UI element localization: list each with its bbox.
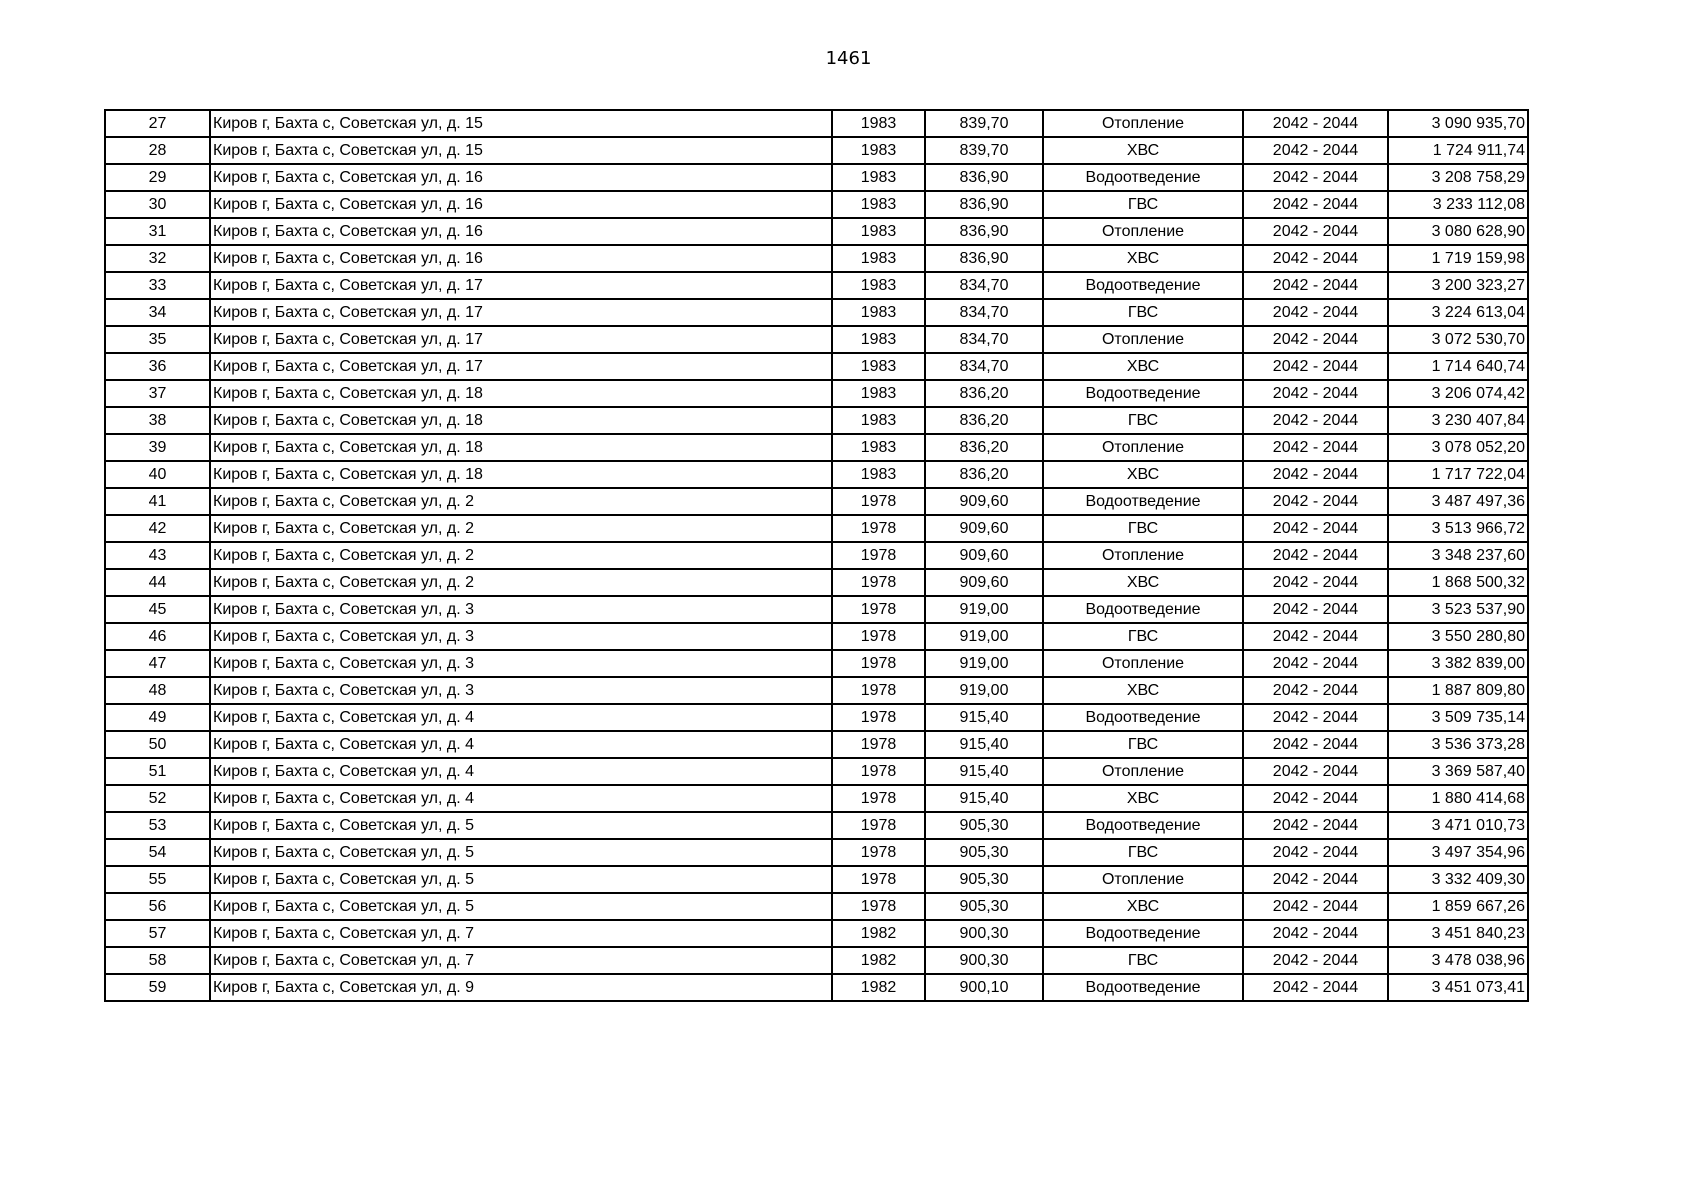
period-cell: 2042 - 2044 <box>1243 650 1388 677</box>
row-number-cell: 47 <box>105 650 210 677</box>
address-cell: Киров г, Бахта с, Советская ул, д. 15 <box>210 110 832 137</box>
address-cell: Киров г, Бахта с, Советская ул, д. 5 <box>210 839 832 866</box>
service-cell: Водоотведение <box>1043 812 1243 839</box>
period-cell: 2042 - 2044 <box>1243 839 1388 866</box>
cost-cell: 1 887 809,80 <box>1388 677 1528 704</box>
table-row <box>105 326 1528 353</box>
table-row <box>105 245 1528 272</box>
year-cell: 1983 <box>832 380 925 407</box>
table-row <box>105 758 1528 785</box>
address-cell: Киров г, Бахта с, Советская ул, д. 17 <box>210 272 832 299</box>
area-cell: 836,20 <box>925 461 1043 488</box>
period-cell: 2042 - 2044 <box>1243 353 1388 380</box>
address-cell: Киров г, Бахта с, Советская ул, д. 18 <box>210 380 832 407</box>
service-cell: Водоотведение <box>1043 974 1243 1001</box>
table-row <box>105 461 1528 488</box>
area-cell: 900,10 <box>925 974 1043 1001</box>
cost-cell: 1 868 500,32 <box>1388 569 1528 596</box>
table-row <box>105 542 1528 569</box>
table-row <box>105 677 1528 704</box>
cost-cell: 1 859 667,26 <box>1388 893 1528 920</box>
service-cell: Отопление <box>1043 218 1243 245</box>
row-number-cell: 31 <box>105 218 210 245</box>
table-row <box>105 110 1528 137</box>
area-cell: 834,70 <box>925 299 1043 326</box>
service-cell: ГВС <box>1043 623 1243 650</box>
cost-cell: 3 078 052,20 <box>1388 434 1528 461</box>
period-cell: 2042 - 2044 <box>1243 731 1388 758</box>
period-cell: 2042 - 2044 <box>1243 380 1388 407</box>
period-cell: 2042 - 2044 <box>1243 245 1388 272</box>
area-cell: 834,70 <box>925 326 1043 353</box>
table-row <box>105 893 1528 920</box>
service-cell: Водоотведение <box>1043 164 1243 191</box>
cost-cell: 3 369 587,40 <box>1388 758 1528 785</box>
table-row <box>105 137 1528 164</box>
row-number-cell: 38 <box>105 407 210 434</box>
cost-cell: 3 348 237,60 <box>1388 542 1528 569</box>
cost-cell: 3 523 537,90 <box>1388 596 1528 623</box>
year-cell: 1978 <box>832 542 925 569</box>
year-cell: 1983 <box>832 326 925 353</box>
row-number-cell: 42 <box>105 515 210 542</box>
table-row <box>105 947 1528 974</box>
area-cell: 834,70 <box>925 272 1043 299</box>
table-row <box>105 839 1528 866</box>
year-cell: 1983 <box>832 164 925 191</box>
cost-cell: 3 478 038,96 <box>1388 947 1528 974</box>
area-cell: 915,40 <box>925 785 1043 812</box>
area-cell: 915,40 <box>925 731 1043 758</box>
address-cell: Киров г, Бахта с, Советская ул, д. 5 <box>210 893 832 920</box>
year-cell: 1978 <box>832 839 925 866</box>
service-cell: ГВС <box>1043 191 1243 218</box>
year-cell: 1983 <box>832 434 925 461</box>
table-row <box>105 488 1528 515</box>
buildings-table <box>104 109 1529 1002</box>
row-number-cell: 40 <box>105 461 210 488</box>
cost-cell: 3 233 112,08 <box>1388 191 1528 218</box>
row-number-cell: 37 <box>105 380 210 407</box>
address-cell: Киров г, Бахта с, Советская ул, д. 15 <box>210 137 832 164</box>
year-cell: 1982 <box>832 947 925 974</box>
address-cell: Киров г, Бахта с, Советская ул, д. 3 <box>210 596 832 623</box>
address-cell: Киров г, Бахта с, Советская ул, д. 2 <box>210 569 832 596</box>
service-cell: ХВС <box>1043 893 1243 920</box>
period-cell: 2042 - 2044 <box>1243 947 1388 974</box>
row-number-cell: 57 <box>105 920 210 947</box>
area-cell: 909,60 <box>925 488 1043 515</box>
area-cell: 900,30 <box>925 920 1043 947</box>
year-cell: 1978 <box>832 758 925 785</box>
area-cell: 919,00 <box>925 596 1043 623</box>
area-cell: 836,20 <box>925 407 1043 434</box>
address-cell: Киров г, Бахта с, Советская ул, д. 4 <box>210 704 832 731</box>
period-cell: 2042 - 2044 <box>1243 461 1388 488</box>
row-number-cell: 54 <box>105 839 210 866</box>
year-cell: 1978 <box>832 785 925 812</box>
period-cell: 2042 - 2044 <box>1243 299 1388 326</box>
year-cell: 1983 <box>832 137 925 164</box>
period-cell: 2042 - 2044 <box>1243 488 1388 515</box>
table-row <box>105 407 1528 434</box>
cost-cell: 3 471 010,73 <box>1388 812 1528 839</box>
address-cell: Киров г, Бахта с, Советская ул, д. 3 <box>210 623 832 650</box>
cost-cell: 3 536 373,28 <box>1388 731 1528 758</box>
table-row <box>105 812 1528 839</box>
row-number-cell: 28 <box>105 137 210 164</box>
cost-cell: 3 206 074,42 <box>1388 380 1528 407</box>
period-cell: 2042 - 2044 <box>1243 218 1388 245</box>
address-cell: Киров г, Бахта с, Советская ул, д. 16 <box>210 191 832 218</box>
service-cell: ХВС <box>1043 677 1243 704</box>
table-row <box>105 272 1528 299</box>
table-row <box>105 515 1528 542</box>
period-cell: 2042 - 2044 <box>1243 596 1388 623</box>
table-row <box>105 299 1528 326</box>
area-cell: 905,30 <box>925 866 1043 893</box>
area-cell: 905,30 <box>925 839 1043 866</box>
address-cell: Киров г, Бахта с, Советская ул, д. 16 <box>210 164 832 191</box>
area-cell: 909,60 <box>925 569 1043 596</box>
period-cell: 2042 - 2044 <box>1243 812 1388 839</box>
row-number-cell: 59 <box>105 974 210 1001</box>
period-cell: 2042 - 2044 <box>1243 866 1388 893</box>
row-number-cell: 46 <box>105 623 210 650</box>
cost-cell: 1 719 159,98 <box>1388 245 1528 272</box>
area-cell: 915,40 <box>925 704 1043 731</box>
service-cell: Водоотведение <box>1043 704 1243 731</box>
period-cell: 2042 - 2044 <box>1243 191 1388 218</box>
area-cell: 919,00 <box>925 623 1043 650</box>
service-cell: Отопление <box>1043 110 1243 137</box>
service-cell: ХВС <box>1043 245 1243 272</box>
year-cell: 1978 <box>832 704 925 731</box>
service-cell: Отопление <box>1043 434 1243 461</box>
period-cell: 2042 - 2044 <box>1243 974 1388 1001</box>
address-cell: Киров г, Бахта с, Советская ул, д. 18 <box>210 461 832 488</box>
year-cell: 1978 <box>832 623 925 650</box>
table-row <box>105 191 1528 218</box>
table-row <box>105 434 1528 461</box>
service-cell: Водоотведение <box>1043 380 1243 407</box>
table-row <box>105 650 1528 677</box>
year-cell: 1978 <box>832 812 925 839</box>
year-cell: 1978 <box>832 893 925 920</box>
area-cell: 836,90 <box>925 164 1043 191</box>
table-row <box>105 353 1528 380</box>
service-cell: ГВС <box>1043 731 1243 758</box>
page-number: 1461 <box>825 48 872 69</box>
row-number-cell: 52 <box>105 785 210 812</box>
row-number-cell: 55 <box>105 866 210 893</box>
cost-cell: 3 487 497,36 <box>1388 488 1528 515</box>
row-number-cell: 43 <box>105 542 210 569</box>
area-cell: 905,30 <box>925 812 1043 839</box>
table-row <box>105 866 1528 893</box>
service-cell: ГВС <box>1043 839 1243 866</box>
year-cell: 1982 <box>832 920 925 947</box>
year-cell: 1983 <box>832 272 925 299</box>
address-cell: Киров г, Бахта с, Советская ул, д. 2 <box>210 488 832 515</box>
year-cell: 1983 <box>832 191 925 218</box>
period-cell: 2042 - 2044 <box>1243 434 1388 461</box>
address-cell: Киров г, Бахта с, Советская ул, д. 18 <box>210 434 832 461</box>
service-cell: Водоотведение <box>1043 272 1243 299</box>
year-cell: 1983 <box>832 110 925 137</box>
address-cell: Киров г, Бахта с, Советская ул, д. 2 <box>210 542 832 569</box>
table-row <box>105 704 1528 731</box>
period-cell: 2042 - 2044 <box>1243 110 1388 137</box>
service-cell: Отопление <box>1043 866 1243 893</box>
service-cell: Водоотведение <box>1043 488 1243 515</box>
cost-cell: 3 509 735,14 <box>1388 704 1528 731</box>
year-cell: 1978 <box>832 488 925 515</box>
cost-cell: 3 382 839,00 <box>1388 650 1528 677</box>
address-cell: Киров г, Бахта с, Советская ул, д. 2 <box>210 515 832 542</box>
year-cell: 1978 <box>832 866 925 893</box>
address-cell: Киров г, Бахта с, Советская ул, д. 17 <box>210 299 832 326</box>
area-cell: 836,90 <box>925 191 1043 218</box>
period-cell: 2042 - 2044 <box>1243 785 1388 812</box>
period-cell: 2042 - 2044 <box>1243 326 1388 353</box>
cost-cell: 3 230 407,84 <box>1388 407 1528 434</box>
row-number-cell: 58 <box>105 947 210 974</box>
period-cell: 2042 - 2044 <box>1243 623 1388 650</box>
cost-cell: 3 072 530,70 <box>1388 326 1528 353</box>
area-cell: 834,70 <box>925 353 1043 380</box>
cost-cell: 3 080 628,90 <box>1388 218 1528 245</box>
area-cell: 900,30 <box>925 947 1043 974</box>
area-cell: 905,30 <box>925 893 1043 920</box>
period-cell: 2042 - 2044 <box>1243 893 1388 920</box>
table-row <box>105 596 1528 623</box>
address-cell: Киров г, Бахта с, Советская ул, д. 9 <box>210 974 832 1001</box>
year-cell: 1978 <box>832 596 925 623</box>
table-row <box>105 164 1528 191</box>
year-cell: 1983 <box>832 245 925 272</box>
cost-cell: 1 880 414,68 <box>1388 785 1528 812</box>
period-cell: 2042 - 2044 <box>1243 569 1388 596</box>
area-cell: 909,60 <box>925 542 1043 569</box>
year-cell: 1978 <box>832 569 925 596</box>
address-cell: Киров г, Бахта с, Советская ул, д. 17 <box>210 353 832 380</box>
service-cell: Водоотведение <box>1043 920 1243 947</box>
year-cell: 1978 <box>832 677 925 704</box>
address-cell: Киров г, Бахта с, Советская ул, д. 5 <box>210 866 832 893</box>
area-cell: 836,20 <box>925 380 1043 407</box>
area-cell: 839,70 <box>925 110 1043 137</box>
service-cell: ХВС <box>1043 137 1243 164</box>
year-cell: 1978 <box>832 515 925 542</box>
period-cell: 2042 - 2044 <box>1243 515 1388 542</box>
address-cell: Киров г, Бахта с, Советская ул, д. 16 <box>210 218 832 245</box>
service-cell: ХВС <box>1043 785 1243 812</box>
row-number-cell: 53 <box>105 812 210 839</box>
address-cell: Киров г, Бахта с, Советская ул, д. 4 <box>210 731 832 758</box>
address-cell: Киров г, Бахта с, Советская ул, д. 7 <box>210 947 832 974</box>
service-cell: Отопление <box>1043 758 1243 785</box>
service-cell: ГВС <box>1043 407 1243 434</box>
row-number-cell: 44 <box>105 569 210 596</box>
service-cell: Отопление <box>1043 542 1243 569</box>
service-cell: ХВС <box>1043 461 1243 488</box>
row-number-cell: 34 <box>105 299 210 326</box>
table-body <box>105 110 1528 1001</box>
cost-cell: 3 090 935,70 <box>1388 110 1528 137</box>
year-cell: 1983 <box>832 407 925 434</box>
area-cell: 919,00 <box>925 650 1043 677</box>
area-cell: 839,70 <box>925 137 1043 164</box>
table-row <box>105 920 1528 947</box>
row-number-cell: 39 <box>105 434 210 461</box>
cost-cell: 3 208 758,29 <box>1388 164 1528 191</box>
period-cell: 2042 - 2044 <box>1243 542 1388 569</box>
year-cell: 1982 <box>832 974 925 1001</box>
address-cell: Киров г, Бахта с, Советская ул, д. 3 <box>210 677 832 704</box>
cost-cell: 3 451 073,41 <box>1388 974 1528 1001</box>
row-number-cell: 32 <box>105 245 210 272</box>
cost-cell: 3 200 323,27 <box>1388 272 1528 299</box>
row-number-cell: 51 <box>105 758 210 785</box>
period-cell: 2042 - 2044 <box>1243 758 1388 785</box>
row-number-cell: 56 <box>105 893 210 920</box>
cost-cell: 3 497 354,96 <box>1388 839 1528 866</box>
cost-cell: 1 717 722,04 <box>1388 461 1528 488</box>
area-cell: 836,20 <box>925 434 1043 461</box>
cost-cell: 3 550 280,80 <box>1388 623 1528 650</box>
period-cell: 2042 - 2044 <box>1243 920 1388 947</box>
service-cell: ГВС <box>1043 947 1243 974</box>
area-cell: 909,60 <box>925 515 1043 542</box>
period-cell: 2042 - 2044 <box>1243 704 1388 731</box>
row-number-cell: 49 <box>105 704 210 731</box>
cost-cell: 3 332 409,30 <box>1388 866 1528 893</box>
cost-cell: 3 451 840,23 <box>1388 920 1528 947</box>
year-cell: 1983 <box>832 218 925 245</box>
address-cell: Киров г, Бахта с, Советская ул, д. 17 <box>210 326 832 353</box>
area-cell: 836,90 <box>925 218 1043 245</box>
period-cell: 2042 - 2044 <box>1243 164 1388 191</box>
cost-cell: 3 513 966,72 <box>1388 515 1528 542</box>
year-cell: 1978 <box>832 650 925 677</box>
service-cell: ХВС <box>1043 353 1243 380</box>
row-number-cell: 45 <box>105 596 210 623</box>
area-cell: 836,90 <box>925 245 1043 272</box>
cost-cell: 3 224 613,04 <box>1388 299 1528 326</box>
row-number-cell: 33 <box>105 272 210 299</box>
address-cell: Киров г, Бахта с, Советская ул, д. 4 <box>210 785 832 812</box>
table-row <box>105 218 1528 245</box>
cost-cell: 1 724 911,74 <box>1388 137 1528 164</box>
period-cell: 2042 - 2044 <box>1243 677 1388 704</box>
row-number-cell: 50 <box>105 731 210 758</box>
address-cell: Киров г, Бахта с, Советская ул, д. 4 <box>210 758 832 785</box>
service-cell: ХВС <box>1043 569 1243 596</box>
service-cell: Отопление <box>1043 326 1243 353</box>
table-row <box>105 974 1528 1001</box>
address-cell: Киров г, Бахта с, Советская ул, д. 18 <box>210 407 832 434</box>
row-number-cell: 29 <box>105 164 210 191</box>
cost-cell: 1 714 640,74 <box>1388 353 1528 380</box>
row-number-cell: 36 <box>105 353 210 380</box>
table-row <box>105 785 1528 812</box>
period-cell: 2042 - 2044 <box>1243 272 1388 299</box>
service-cell: ГВС <box>1043 515 1243 542</box>
row-number-cell: 27 <box>105 110 210 137</box>
row-number-cell: 30 <box>105 191 210 218</box>
area-cell: 915,40 <box>925 758 1043 785</box>
row-number-cell: 41 <box>105 488 210 515</box>
table-row <box>105 623 1528 650</box>
table-row <box>105 731 1528 758</box>
service-cell: Отопление <box>1043 650 1243 677</box>
service-cell: ГВС <box>1043 299 1243 326</box>
service-cell: Водоотведение <box>1043 596 1243 623</box>
year-cell: 1983 <box>832 299 925 326</box>
row-number-cell: 48 <box>105 677 210 704</box>
year-cell: 1983 <box>832 461 925 488</box>
address-cell: Киров г, Бахта с, Советская ул, д. 7 <box>210 920 832 947</box>
address-cell: Киров г, Бахта с, Советская ул, д. 3 <box>210 650 832 677</box>
year-cell: 1978 <box>832 731 925 758</box>
period-cell: 2042 - 2044 <box>1243 137 1388 164</box>
row-number-cell: 35 <box>105 326 210 353</box>
table-row <box>105 380 1528 407</box>
table-row <box>105 569 1528 596</box>
area-cell: 919,00 <box>925 677 1043 704</box>
address-cell: Киров г, Бахта с, Советская ул, д. 16 <box>210 245 832 272</box>
period-cell: 2042 - 2044 <box>1243 407 1388 434</box>
year-cell: 1983 <box>832 353 925 380</box>
address-cell: Киров г, Бахта с, Советская ул, д. 5 <box>210 812 832 839</box>
